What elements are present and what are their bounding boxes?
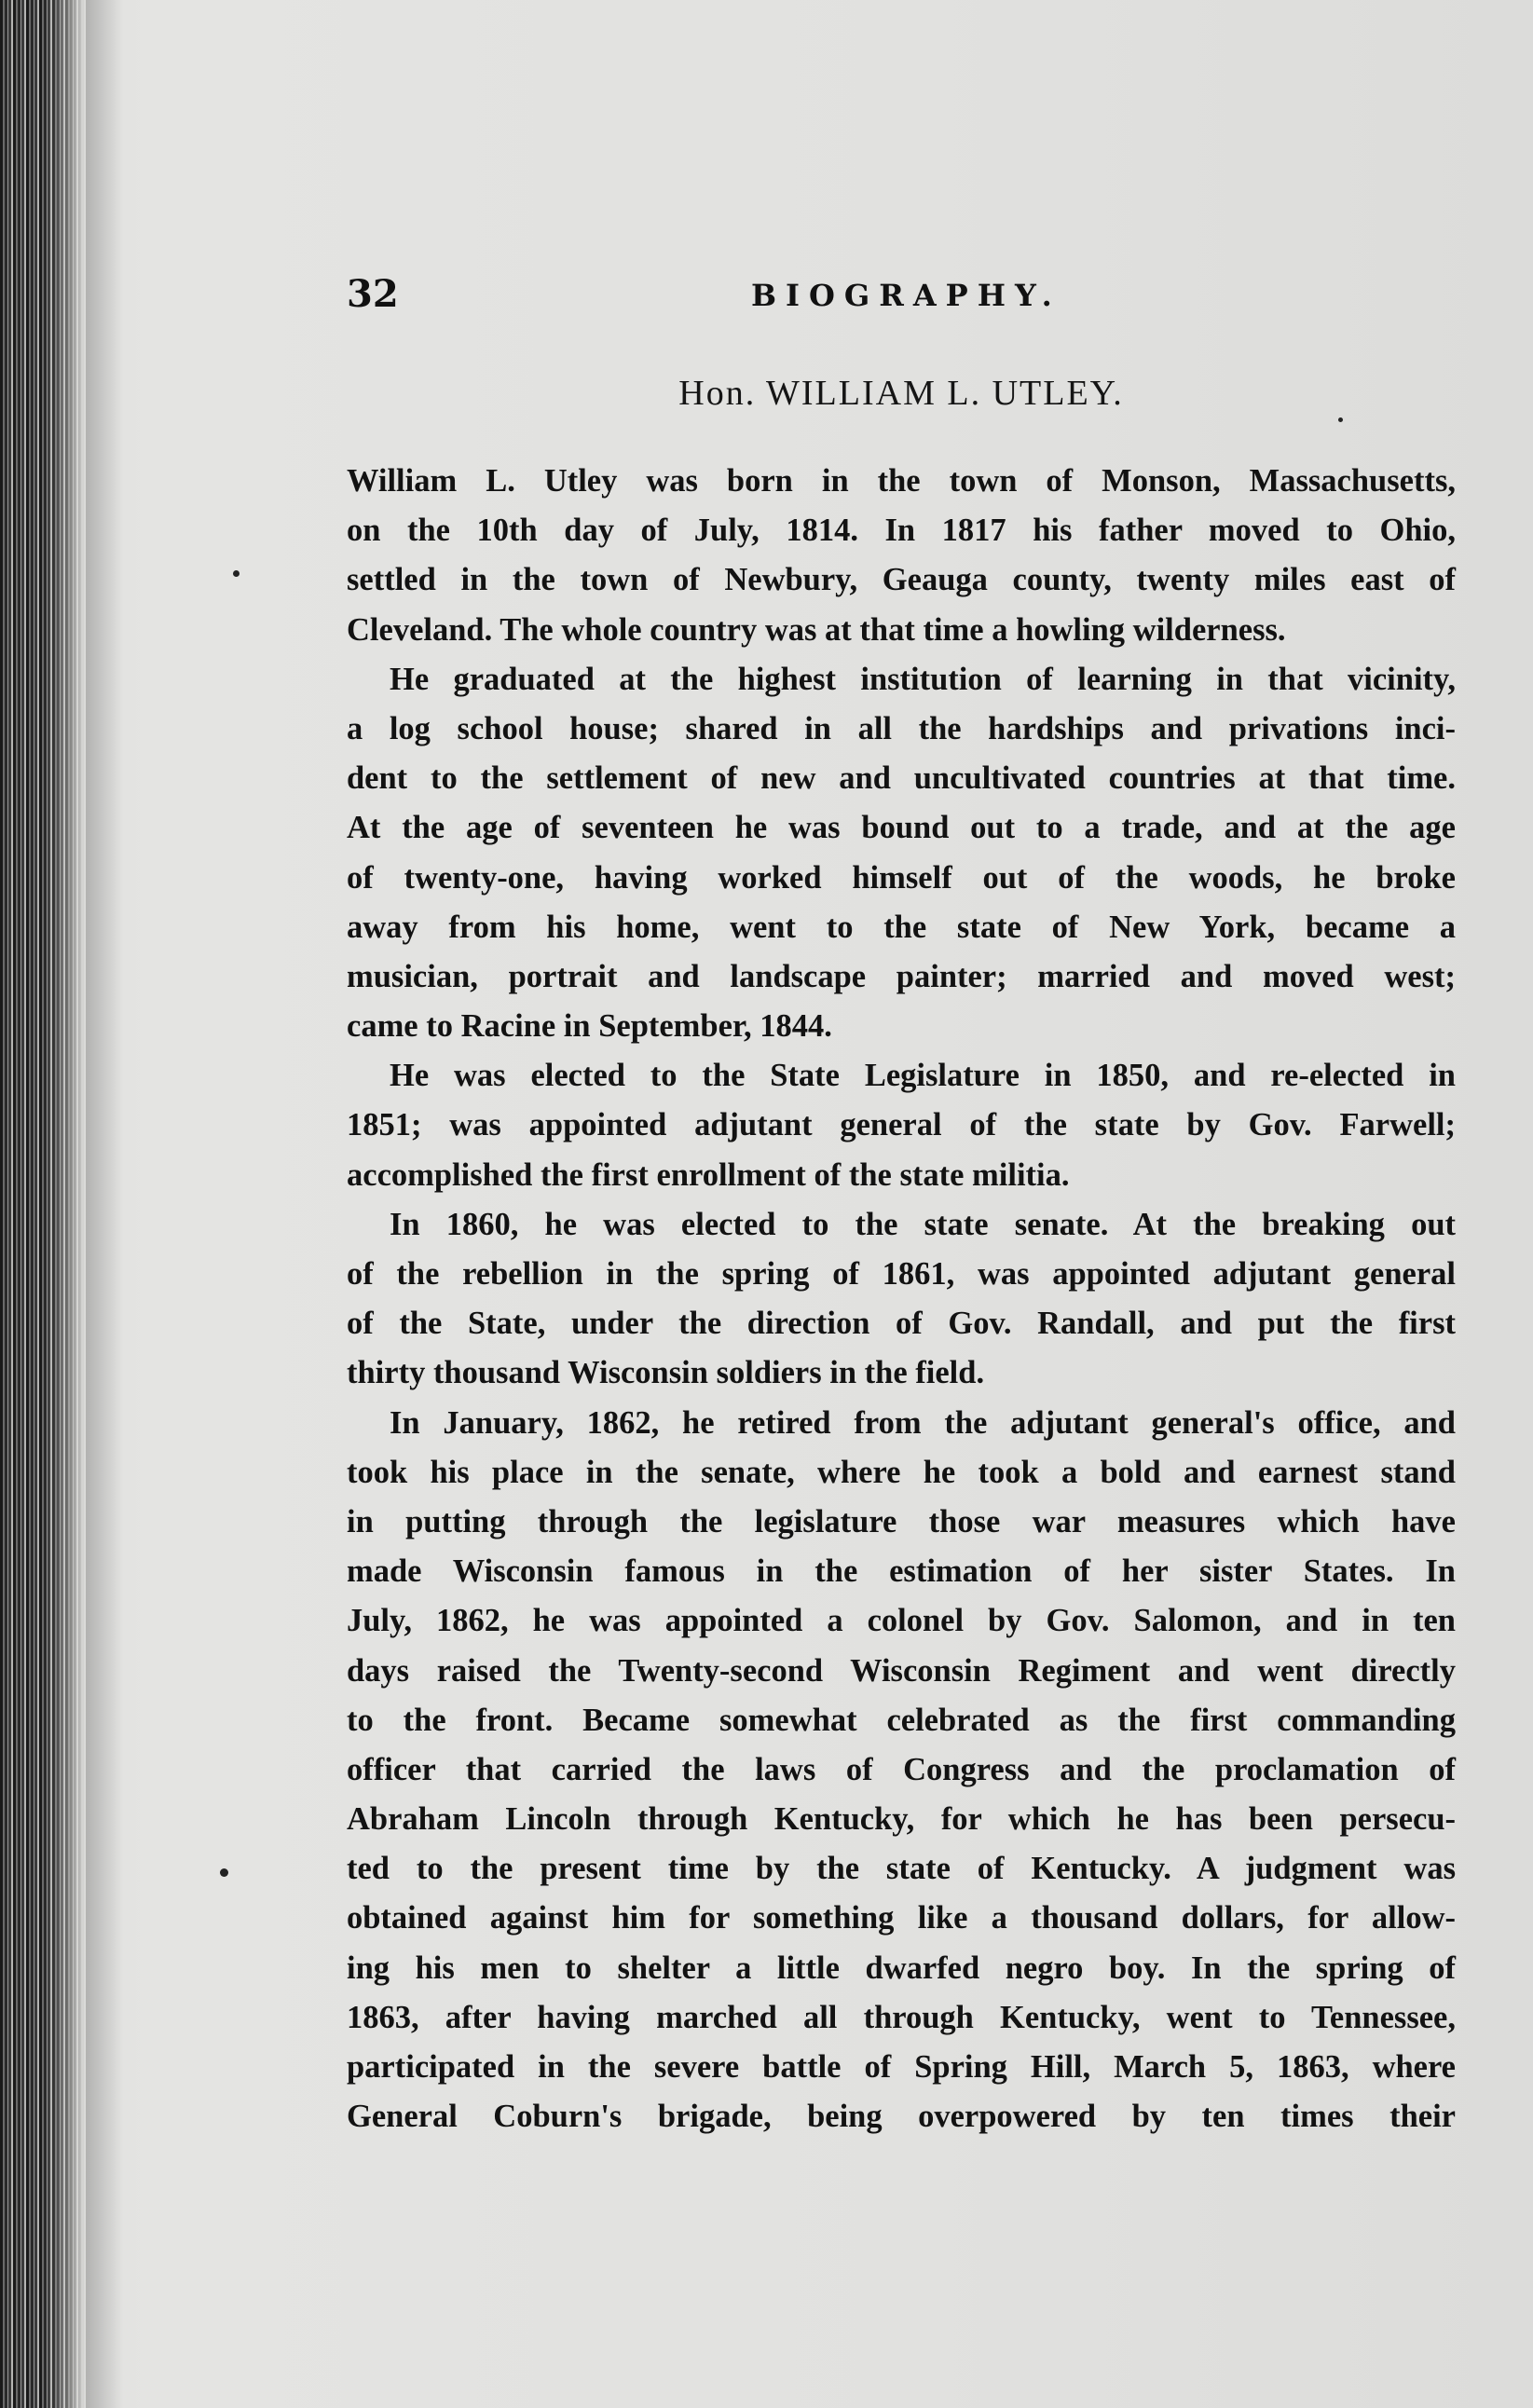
text-line: At the age of seventeen he was bound out to a trade, and at the age: [347, 810, 1456, 846]
paragraph-5: [347, 1399, 1456, 2142]
text-line: days raised the Twenty-second Wisconsin Regiment and went directly: [347, 1652, 1456, 1689]
text-line: officer that carried the laws of Congress and the proclamation of: [347, 1751, 1456, 1787]
text-line: ing his men to shelter a little dwarfed negro boy. In the spring of: [347, 1950, 1456, 1986]
page-number: 32: [347, 272, 399, 316]
text-line: participated in the severe battle of Spring Hill, March 5, 1863, where: [347, 2049, 1456, 2085]
text-line: in putting through the legislature those war measures which have: [347, 1503, 1456, 1539]
text-line: General Coburn's brigade, being overpowered by ten times their: [347, 2099, 1456, 2135]
text-line: 1851; was appointed adjutant general of the state by Gov. Farwell;: [347, 1107, 1456, 1143]
paragraph-2: [347, 655, 1456, 1052]
text-line: In 1860, he was elected to the state senate. At the breaking out: [390, 1206, 1456, 1242]
text-line: on the 10th day of July, 1814. In 1817 his father moved to Ohio,: [347, 513, 1456, 549]
page-gutter-shadow: [86, 0, 123, 2408]
book-binding-edge: [0, 0, 86, 2408]
text-line: In January, 1862, he retired from the adjutant general's office, and: [390, 1404, 1456, 1441]
scan-speck: [1338, 417, 1343, 422]
text-line: Abraham Lincoln through Kentucky, for which he has been persecu-: [347, 1801, 1456, 1838]
scan-speck: [233, 570, 240, 577]
scan-speck: [220, 1868, 228, 1877]
running-head: BIOGRAPHY.: [751, 278, 1061, 313]
text-line: a log school house; shared in all the hardships and privations inci-: [347, 710, 1456, 746]
text-line: July, 1862, he was appointed a colonel by Gov. Salomon, and in ten: [347, 1603, 1456, 1639]
text-line: William L. Utley was born in the town of Monson, Massachusetts,: [347, 463, 1456, 499]
section-title: Hon. WILLIAM L. UTLEY.: [678, 374, 1124, 413]
paragraph-3: [347, 1051, 1456, 1200]
paragraph-1: [347, 457, 1456, 655]
text-line: ted to the present time by the state of Kentucky. A judgment was: [347, 1851, 1456, 1887]
text-line: He graduated at the highest institution of learning in that vicinity,: [390, 661, 1456, 697]
text-line: came to Racine in September, 1844.: [347, 1008, 832, 1045]
text-line: to the front. Became somewhat celebrated as the first commanding: [347, 1702, 1456, 1738]
text-line: thirty thousand Wisconsin soldiers in the field.: [347, 1355, 985, 1391]
text-line: dent to the settlement of new and uncultivated countries at that time.: [347, 760, 1456, 797]
body-text: [347, 457, 1456, 2141]
text-line: obtained against him for something like a thousand dollars, for allow-: [347, 1900, 1456, 1936]
text-line: 1863, after having marched all through Kentucky, went to Tennessee,: [347, 1999, 1456, 2035]
text-line: settled in the town of Newbury, Geauga county, twenty miles east of: [347, 562, 1456, 598]
text-line: accomplished the first enrollment of the state militia.: [347, 1156, 1070, 1193]
text-line: of the rebellion in the spring of 1861, was appointed adjutant general: [347, 1256, 1456, 1292]
text-line: took his place in the senate, where he took a bold and earnest stand: [347, 1454, 1456, 1490]
paragraph-4: [347, 1200, 1456, 1399]
text-line: away from his home, went to the state of New York, became a: [347, 909, 1456, 945]
text-line: Cleveland. The whole country was at that time a howling wilderness.: [347, 611, 1286, 648]
text-line: of the State, under the direction of Gov. Randall, and put the first: [347, 1306, 1456, 1342]
text-line: He was elected to the State Legislature in 1850, and re-elected in: [390, 1058, 1456, 1094]
page-header: [347, 272, 1456, 328]
text-line: of twenty-one, having worked himself out of the woods, he broke: [347, 859, 1456, 896]
text-line: musician, portrait and landscape painter; married and moved west;: [347, 958, 1456, 994]
text-line: made Wisconsin famous in the estimation of her sister States. In: [347, 1553, 1456, 1590]
